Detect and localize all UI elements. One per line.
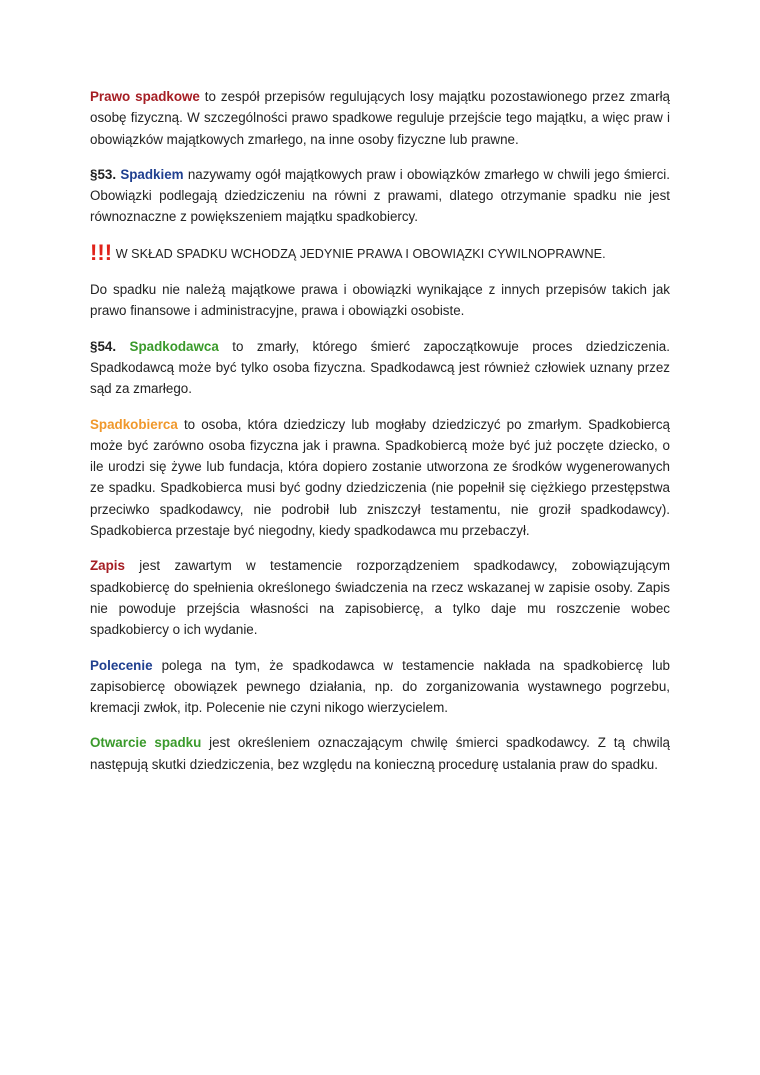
paragraph-otwarcie-spadku	[90, 732, 670, 775]
paragraph-text: jest określeniem oznaczającym chwilę śmierci spadkodawcy. Z tą chwilą następują skutki dziedziczenia, bez względu na konieczną procedurę ustalania praw do spadku.	[90, 735, 670, 772]
paragraph-text: to osoba, która dziedziczy lub mogłaby dziedziczyć po zmarłym. Spadkobiercą może być zarówno osoba fizyczna jak i prawna. Spadkobiercą może być już poczęte dziecko, o ile urodzi się żywe lub fundacja, która dopiero zostanie utworzona ze środków wygenerowanych ze spadku. Spadkobierca musi być godny dziedziczenia (nie popełnił się ciężkiego przestępstwa przeciwko spadkodawcy, nie podrobił lub zniszczył testamentu, nie groził spadkodawcy). Spadkobierca przestaje być niegodny, kiedy spadkodawca mu przebaczył.	[90, 416, 670, 539]
term-spadkodawca: Spadkodawca	[129, 338, 219, 354]
warning-mark: !!!	[90, 239, 113, 265]
paragraph-text: to zmarły, którego śmierć zapoczątkowuje proces dziedziczenia. Spadkodawcą może być tylko osoba fizyczna. Spadkodawcą jest również człowiek uznany przez sąd za zmarłego.	[90, 338, 670, 397]
paragraph-text: jest zawartym w testamencie rozporządzeniem spadkodawcy, zobowiązującym spadkobiercę do spełnienia określonego świadczenia na rzecz wskazanej w zapisie osoby. Zapis nie powoduje przejścia własności na zapisobiercę, a tylko daje mu roszczenie wobec spadkobiercy o ich wydanie.	[90, 558, 670, 638]
paragraph-text: Do spadku nie należą majątkowe prawa i obowiązki wynikające z innych przepisów takich jak prawo finansowe i administracyjne, prawa i obowiązki osobiste.	[90, 282, 670, 319]
document-page	[90, 86, 670, 789]
paragraph-zapis	[90, 555, 670, 640]
section-number: §53.	[90, 166, 117, 182]
paragraph-spadkobierca	[90, 414, 670, 542]
paragraph-spadek	[90, 164, 670, 228]
paragraph-polecenie	[90, 655, 670, 719]
paragraph-prawo-spadkowe	[90, 86, 670, 150]
term-otwarcie-spadku: Otwarcie spadku	[90, 735, 202, 751]
term-zapis: Zapis	[90, 558, 125, 574]
term-spadek: Spadkiem	[120, 166, 184, 182]
term-polecenie: Polecenie	[90, 657, 153, 673]
paragraph-text: polega na tym, że spadkodawca w testamencie nakłada na spadkobiercę lub zapisobiercę obowiązek pewnego działania, np. do zorganizowania wystawnego pogrzebu, kremacji zwłok, itp. Polecenie nie czyni nikogo wierzycielem.	[90, 657, 670, 716]
paragraph-text: nazywamy ogół majątkowych praw i obowiązków zmarłego w chwili jego śmierci. Obowiązki podlegają dziedziczeniu na równi z prawami, dlatego otrzymanie spadku nie jest równoznaczne z powiększeniem majątku spadkobiercy.	[90, 166, 670, 225]
term-spadkobierca: Spadkobierca	[90, 416, 178, 432]
paragraph-wylaczenia	[90, 279, 670, 322]
paragraph-text: to zespół przepisów regulujących losy majątku pozostawionego przez zmarłą osobę fizyczną. W szczególności prawo spadkowe reguluje przejście tego majątku, a więc praw i obowiązków majątkowych zmarłego, na inne osoby fizyczne lub prawne.	[90, 89, 670, 147]
warning-text: W SKŁAD SPADKU WCHODZĄ JEDYNIE PRAWA I OBOWIĄZKI CYWILNOPRAWNE.	[112, 246, 606, 261]
paragraph-spadkodawca	[90, 336, 670, 400]
warning-line	[90, 239, 670, 265]
term-prawo-spadkowe: Prawo spadkowe	[90, 89, 200, 104]
section-number: §54.	[90, 338, 117, 354]
